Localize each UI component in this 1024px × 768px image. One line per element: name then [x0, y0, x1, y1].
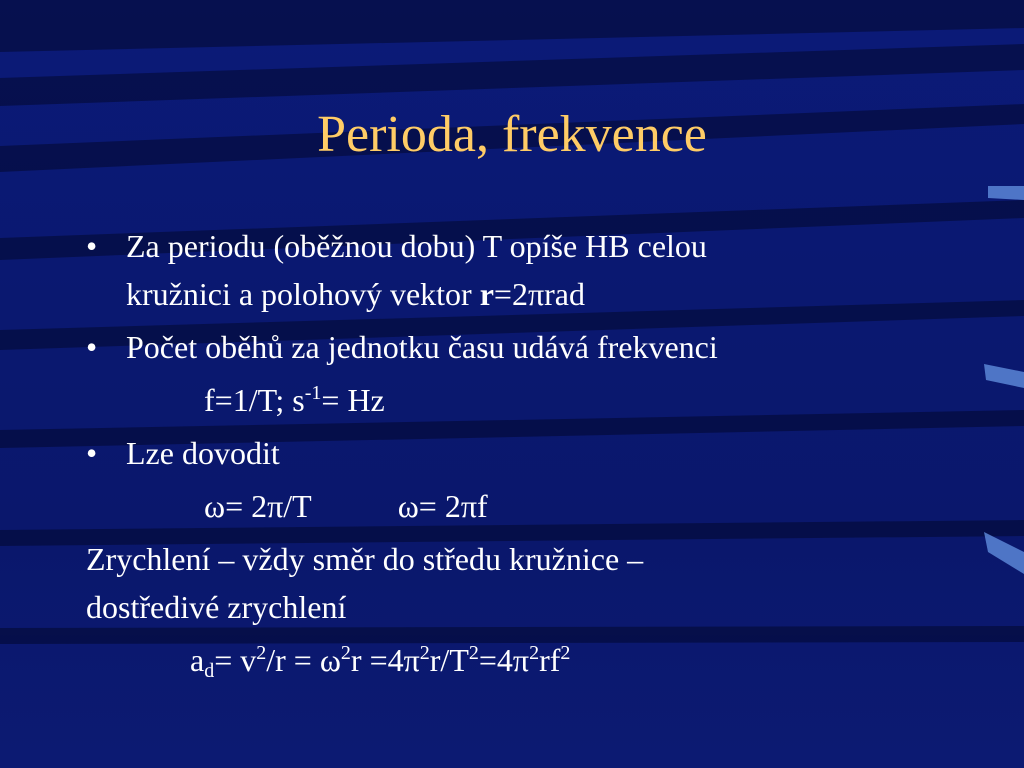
- f2-sq1: 2: [256, 642, 267, 664]
- bullet-dot: •: [86, 435, 98, 471]
- bullet-derive-text: Lze dovodit: [126, 435, 280, 471]
- formula-frequency-sup: -1: [304, 382, 322, 404]
- f2-req: /r = ω: [266, 642, 341, 678]
- f2-sq3: 2: [419, 642, 430, 664]
- f2-sq2: 2: [340, 642, 351, 664]
- f2-rf: rf: [539, 642, 561, 678]
- paragraph-acceleration-line2: dostředivé zrychlení: [86, 589, 347, 625]
- f2-eq4pi: =4π: [478, 642, 530, 678]
- formula-frequency-pre: f=1/T; s: [204, 382, 305, 418]
- f2-eq1: = v: [214, 642, 257, 678]
- bullet-dot: •: [86, 228, 98, 264]
- f2-a: a: [190, 642, 205, 678]
- slide-title: Perioda, frekvence: [317, 106, 707, 163]
- formula-omega-frequency: ω= 2πf: [397, 488, 488, 524]
- bullet-period-line2-text: kružnici a polohový vektor: [126, 276, 480, 312]
- vector-r: r: [479, 276, 494, 312]
- f2-sq5: 2: [529, 642, 540, 664]
- bullet-period-line1: Za periodu (oběžnou dobu) T opíše HB celou: [126, 228, 707, 264]
- bullet-dot: •: [86, 329, 98, 365]
- f2-sq4: 2: [468, 642, 479, 664]
- formula-omega-period: ω= 2π/T: [204, 488, 312, 524]
- formula-omega: [86, 482, 976, 530]
- bullet-frequency: [86, 323, 976, 371]
- bullet-period-line2: [126, 270, 976, 318]
- bullet-frequency-text: Počet oběhů za jednotku času udává frekvenci: [126, 329, 718, 365]
- formula-frequency: [86, 376, 976, 424]
- bullet-derive: [86, 429, 976, 477]
- bullet-period-tail: =2πrad: [493, 276, 585, 312]
- formula-frequency-post: = Hz: [321, 382, 385, 418]
- formula-centripetal: [86, 636, 976, 684]
- slide-content: [86, 222, 976, 684]
- f2-rt: r/T: [429, 642, 469, 678]
- paragraph-acceleration-line1: Zrychlení – vždy směr do středu kružnice –: [86, 541, 644, 577]
- f2-sq6: 2: [560, 642, 571, 664]
- bullet-period: [86, 222, 976, 318]
- f2-r4pi: r =4π: [350, 642, 420, 678]
- f2-d: d: [204, 660, 215, 682]
- paragraph-acceleration: [86, 535, 976, 631]
